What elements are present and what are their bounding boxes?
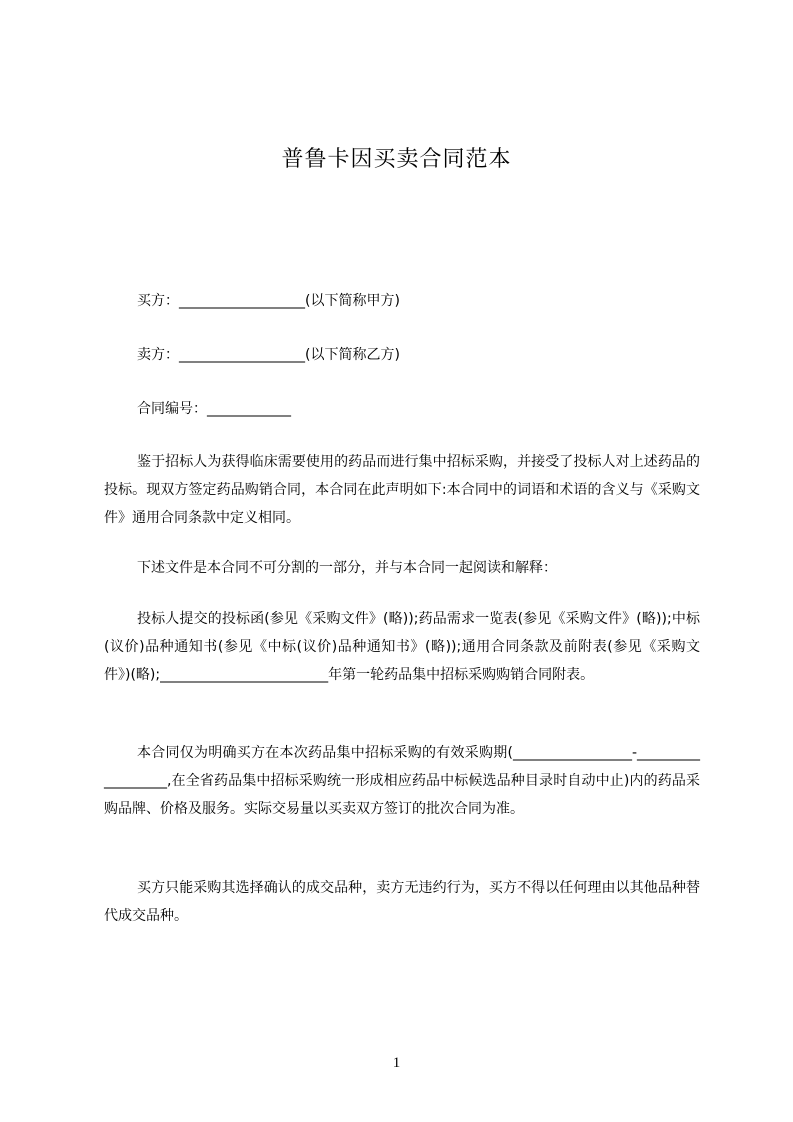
paragraph-preamble: 鉴于招标人为获得临床需要使用的药品而进行集中招标采购，并接受了投标人对上述药品的投标。现双方签定药品购销合同，本合同在此声明如下:本合同中的词语和术语的含义与《采购文件》通用合同条款中定义相同。 (104, 454, 700, 526)
contract-number-line: 合同编号：____________ (137, 401, 291, 417)
paragraph-documents-intro: 下述文件是本合同不可分割的一部分，并与本合同一起阅读和解释： (137, 560, 557, 576)
paragraph-documents-list: 投标人提交的投标函(参见《采购文件》(略));药品需求一览表(参见《采购文件》(略));中标(议价)品种通知书(参见《中标(议价)品种通知书》(略));通用合同条款及前附表(参见《采购文件》)(略);________________________年第一轮药品集中招标采购购销合同附表。 (104, 611, 700, 683)
seller-line: 卖方：__________________(以下简称乙方) (137, 347, 400, 363)
page-number: 1 (392, 1055, 401, 1071)
paragraph-buyer-obligation: 买方只能采购其选择确认的成交品种，卖方无违约行为，买方不得以任何理由以其他品种替代成交品种。 (104, 880, 700, 924)
paragraph-procurement-period: 本合同仅为明确买方在本次药品集中招标采购的有效采购期(_________________-__________________,在全省药品集中招标采购统一形成相应药品中标候选品种目录时自动中止)内的药品采购品牌、价格及服务。实际交易量以买卖双方签订的批次合同为准。 (104, 745, 700, 817)
buyer-line: 买方：__________________(以下简称甲方) (137, 293, 400, 309)
document-title: 普鲁卡因买卖合同范本 (281, 147, 512, 172)
